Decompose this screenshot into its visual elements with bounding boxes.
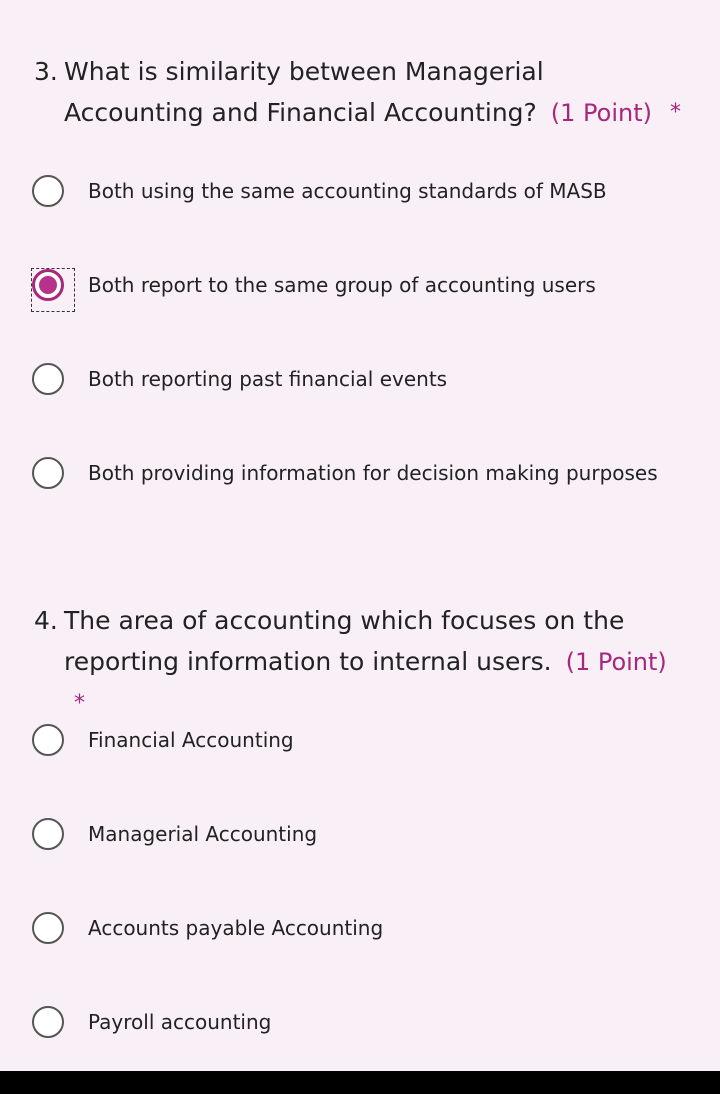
option-q4-a[interactable] — [32, 720, 294, 760]
radio-button[interactable] — [32, 724, 64, 756]
option-label: Both report to the same group of accounting users — [88, 273, 596, 297]
option-q3-d[interactable] — [32, 453, 658, 493]
question-text: What is similarity between Managerial Accounting and Financial Accounting? — [64, 57, 544, 127]
option-q3-c[interactable] — [32, 359, 447, 399]
question-4 — [34, 600, 684, 724]
option-label: Both using the same accounting standards of MASB — [88, 179, 607, 203]
radio-button[interactable] — [32, 912, 64, 944]
question-number: 4. — [34, 606, 58, 635]
required-asterisk: * — [74, 691, 85, 716]
option-q4-c[interactable] — [32, 908, 383, 948]
question-points: (1 Point) — [550, 99, 652, 127]
option-label: Managerial Accounting — [88, 822, 318, 846]
question-3 — [34, 51, 684, 134]
radio-button[interactable] — [32, 175, 64, 207]
radio-button-selected[interactable] — [32, 269, 64, 301]
question-number: 3. — [34, 57, 58, 86]
option-label: Payroll accounting — [88, 1010, 272, 1034]
focus-ring — [31, 268, 75, 312]
option-label: Both providing information for decision making purposes — [88, 461, 658, 485]
bottom-bar — [0, 1071, 720, 1094]
question-3-title — [34, 51, 684, 134]
option-label: Accounts payable Accounting — [88, 916, 384, 940]
question-text: The area of accounting which focuses on the reporting information to internal users. — [64, 606, 625, 676]
question-points: (1 Point) — [565, 648, 667, 676]
radio-button[interactable] — [32, 457, 64, 489]
option-q3-b[interactable] — [32, 265, 596, 305]
required-asterisk: * — [669, 100, 681, 125]
option-label: Financial Accounting — [88, 728, 294, 752]
option-label: Both reporting past financial events — [88, 367, 448, 391]
radio-button[interactable] — [32, 818, 64, 850]
option-q4-d[interactable] — [32, 1002, 271, 1042]
radio-button[interactable] — [32, 363, 64, 395]
radio-button[interactable] — [32, 1006, 64, 1038]
option-q4-b[interactable] — [32, 814, 317, 854]
option-q3-a[interactable] — [32, 171, 607, 211]
question-4-title — [34, 600, 684, 724]
